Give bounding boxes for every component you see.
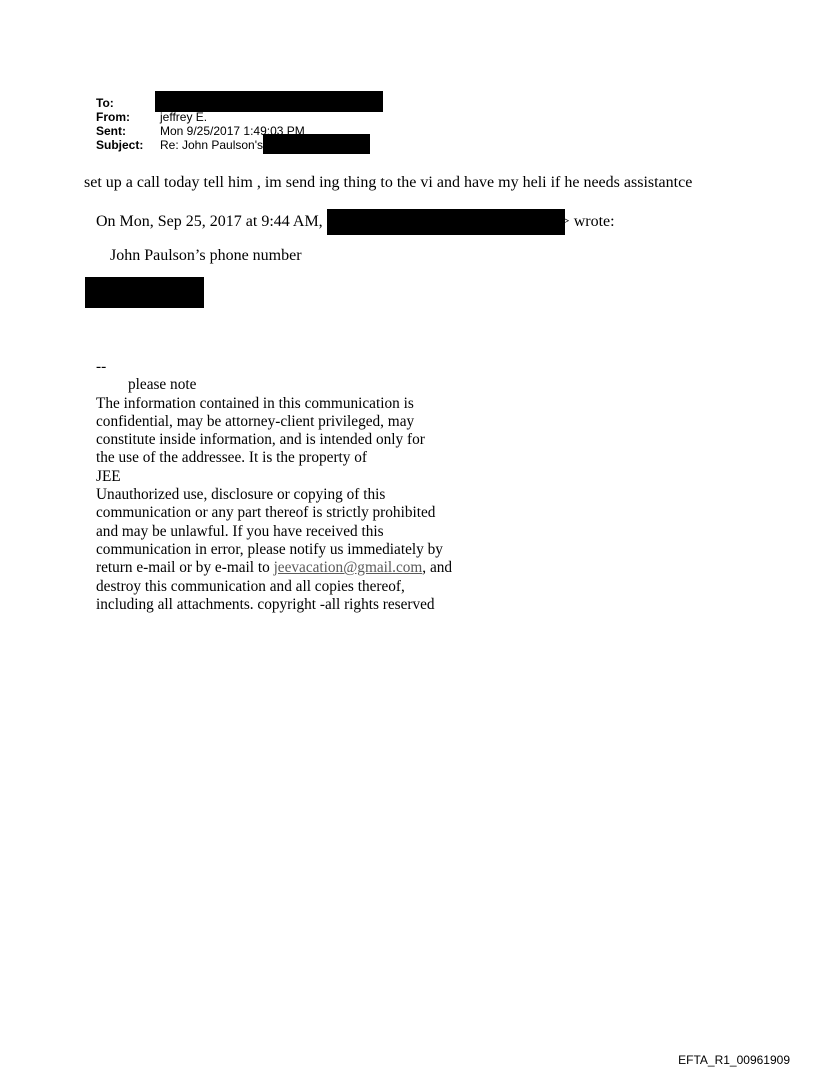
to-redaction [155,91,383,112]
disclaimer-line: communication or any part thereof is strictly prohibited [96,504,436,522]
phone-redaction [85,277,204,308]
disclaimer-line: the use of the addressee. It is the property of [96,449,368,467]
disclaimer-line: including all attachments. copyright -all rights reserved [96,595,435,613]
disclaimer-line: constitute inside information, and is intended only for [96,431,425,449]
document-id: EFTA_R1_00961909 [678,1053,790,1067]
from-row [96,110,383,124]
from-value: jeffrey E. [160,110,208,124]
subject-label: Subject: [96,138,144,152]
sent-value: Mon 9/25/2017 1:49:03 PM [160,124,305,138]
disclaimer-line: communication in error, please notify us immediately by [96,540,443,558]
quote-intro: On Mon, Sep 25, 2017 at 9:44 AM, [96,213,323,230]
disclaimer-line: The information contained in this communication is [96,394,414,412]
email-header [96,96,383,152]
disclaimer-line [96,559,452,577]
signature-separator: -- [96,358,107,375]
sent-label: Sent: [96,124,126,138]
to-value [160,96,383,110]
return-line-suffix: , and [422,559,453,577]
disclaimer-line: and may be unlawful. If you have received this [96,522,384,540]
quote-attribution [96,209,615,235]
disclaimer-line: confidential, may be attorney-client privileged, may [96,412,415,430]
subject-value: Re: John Paulson's [160,138,264,152]
to-row [96,96,383,110]
disclaimer-line: JEE [96,467,121,485]
email-link[interactable]: jeevacation@gmail.com [273,559,423,577]
reply-message: set up a call today tell him , im send ing thing to the vi and have my heli if he needs assistantce [84,174,693,191]
disclaimer-line: please note [128,376,197,394]
disclaimer-line: Unauthorized use, disclosure or copying of this [96,486,386,504]
disclaimer-line: destroy this communication and all copies thereof, [96,577,405,595]
quote-wrote: > wrote: [560,213,615,230]
sender-redaction [327,209,565,235]
subject-row [96,138,383,152]
return-line-prefix: return e-mail or by e-mail to [96,559,274,577]
disclaimer [96,358,452,614]
from-label: From: [96,110,130,124]
quoted-message: John Paulson’s phone number [110,247,302,264]
to-label: To: [96,96,114,110]
